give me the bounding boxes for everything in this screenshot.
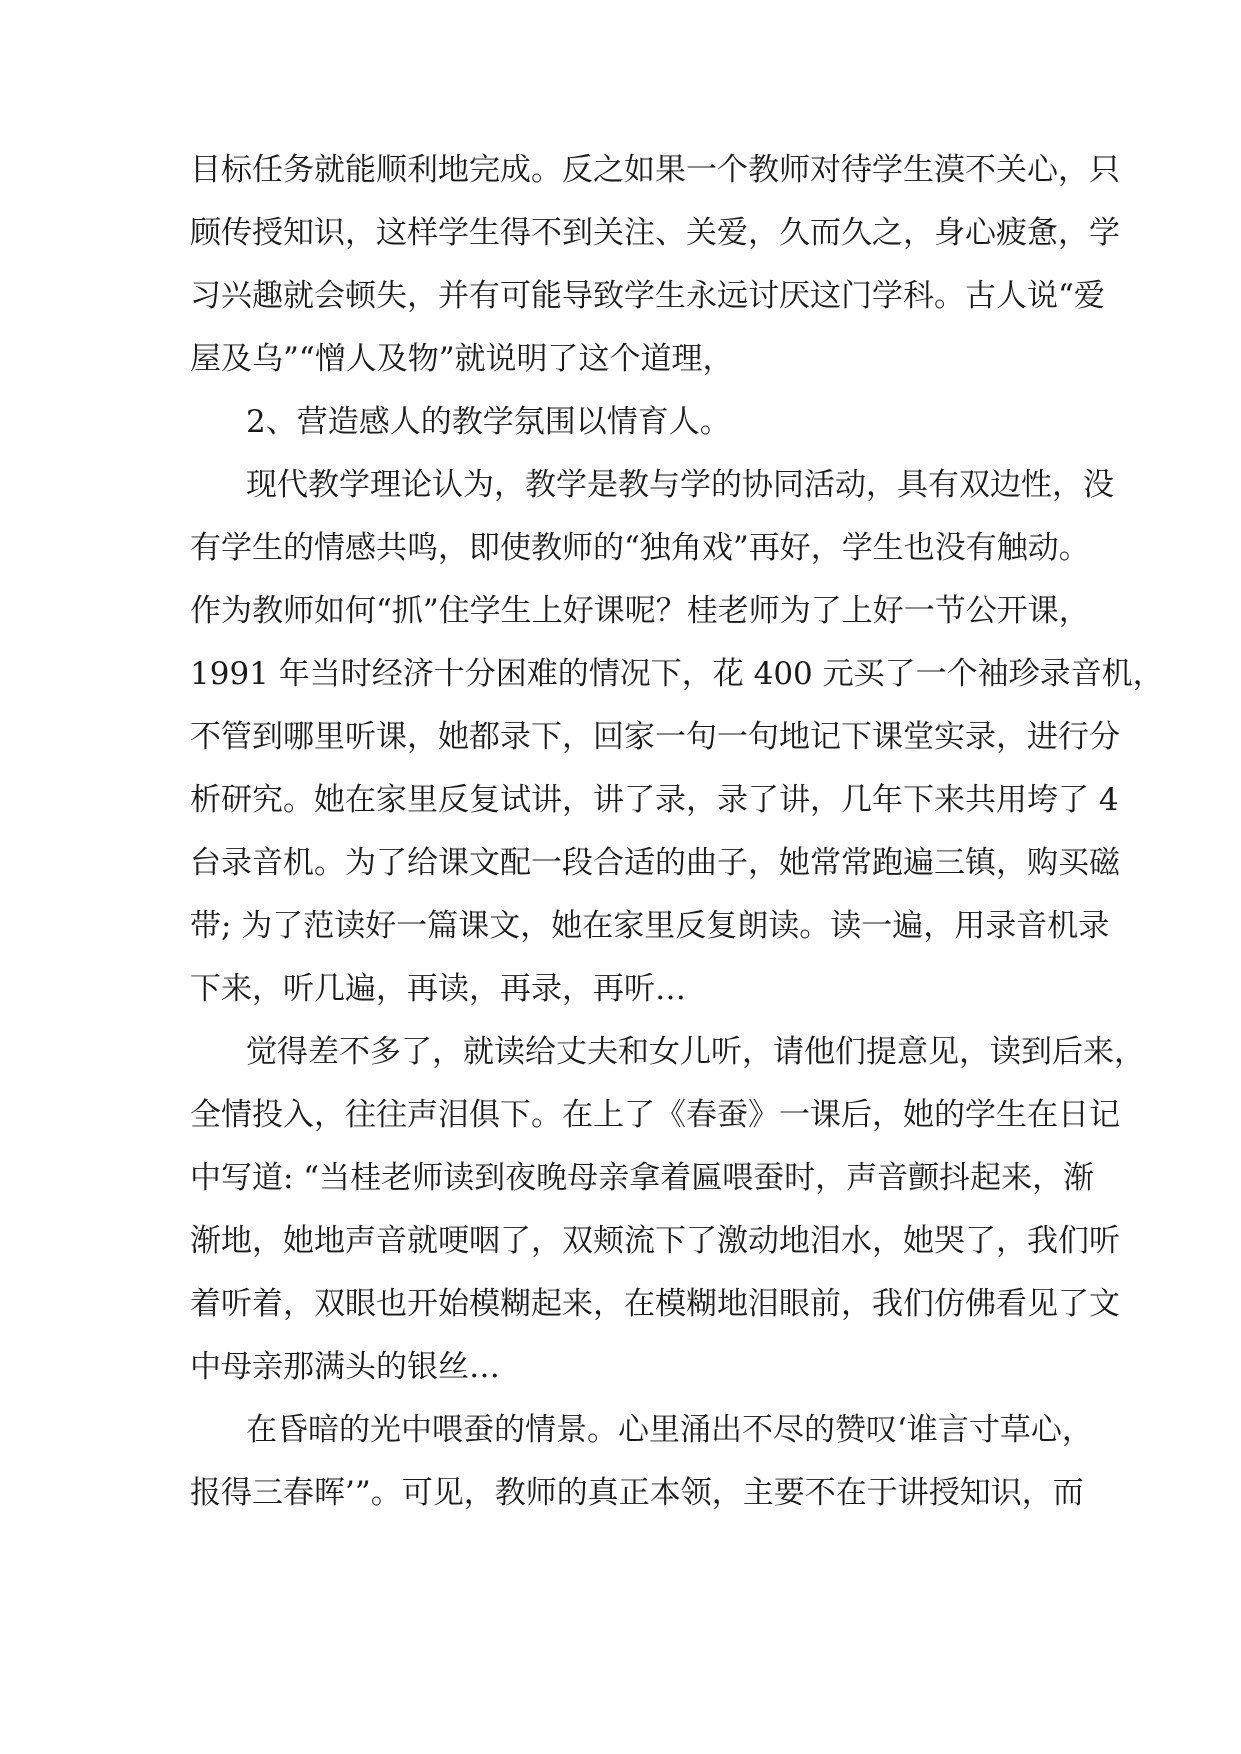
text-line: 顾传授知识，这样学生得不到关注、关爱，久而久之，身心疲惫，学 [190, 215, 1120, 251]
text-line: 中写道: “当桂老师读到夜晚母亲拿着匾喂蚕时，声音颤抖起来，渐 [190, 1160, 1095, 1196]
text-line: 着听着，双眼也开始模糊起来，在模糊地泪眼前，我们仿佛看见了文 [190, 1286, 1120, 1322]
paragraph-first-line: 觉得差不多了，就读给丈夫和女儿听，请他们提意见，读到后来， [246, 1034, 1145, 1070]
text-line: 1991 年当时经济十分困难的情况下，花 400 元买了一个袖珍录音机， [190, 656, 1164, 692]
text-line: 带; 为了范读好一篇课文，她在家里反复朗读。读一遍，用录音机录 [190, 908, 1110, 944]
text-line: 目标任务就能顺利地完成。反之如果一个教师对待学生漠不关心，只 [190, 152, 1120, 188]
text-line: 台录音机。为了给课文配一段合适的曲子，她常常跑遍三镇，购买磁 [190, 845, 1120, 881]
text-line: 习兴趣就会顿失，并有可能导致学生永远讨厌这门学科。古人说“爱 [190, 278, 1105, 314]
text-line: 中母亲那满头的银丝… [190, 1349, 500, 1385]
paragraph-first-line: 在昏暗的光中喂蚕的情景。心里涌出不尽的赞叹‘谁言寸草心， [246, 1412, 1093, 1448]
text-line: 报得三春晖’”。可见，教师的真正本领，主要不在于讲授知识，而 [190, 1475, 1084, 1511]
text-line: 有学生的情感共鸣，即使教师的“独角戏”再好，学生也没有触动。 [190, 530, 1090, 566]
section-heading: 2、营造感人的教学氛围以情育人。 [246, 404, 731, 440]
text-line: 屋及乌”“憎人及物”就说明了这个道理， [190, 341, 734, 377]
text-line: 析研究。她在家里反复试讲，讲了录，录了讲，几年下来共用垮了 4 [190, 782, 1119, 818]
text-line: 下来，听几遍，再读，再录，再听… [190, 971, 686, 1007]
text-line: 不管到哪里听课，她都录下，回家一句一句地记下课堂实录，进行分 [190, 719, 1120, 755]
paragraph-first-line: 现代教学理论认为，教学是教与学的协同活动，具有双边性，没 [246, 467, 1114, 503]
text-line: 全情投入，往往声泪俱下。在上了《春蚕》一课后，她的学生在日记 [190, 1097, 1120, 1133]
text-line: 作为教师如何“抓”住学生上好课呢？桂老师为了上好一节公开课， [190, 593, 1090, 629]
text-line: 渐地，她地声音就哽咽了，双颊流下了激动地泪水，她哭了，我们听 [190, 1223, 1120, 1259]
